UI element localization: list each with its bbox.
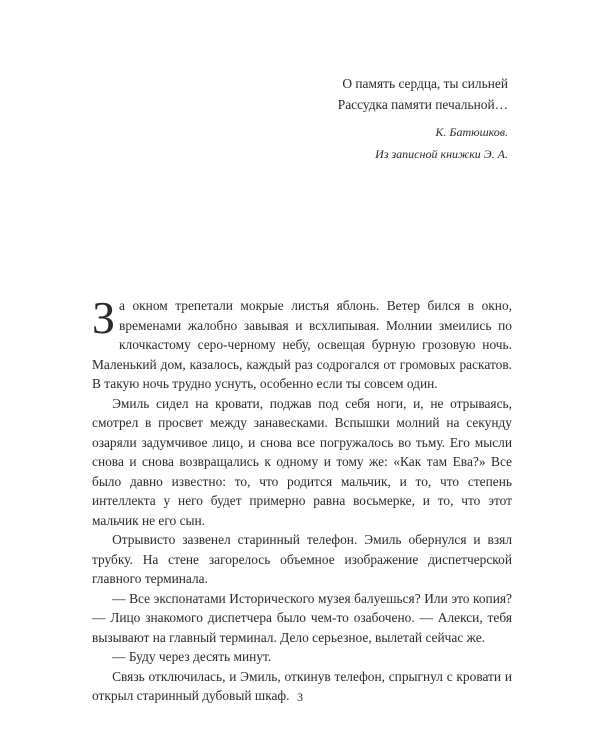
epigraph-line: Рассудка памяти печальной… — [337, 97, 508, 112]
paragraph: — Все экспонатами Исторического музея балуешься? Или это копия? — Лицо знакомого диспетчера было чем-то озабочено. — Алекси, тебя вызывают на главный терминал. Дело серьезное, вылетай сейчас же. — [92, 590, 512, 645]
epigraph-source: Из записной книжки Э. А. — [375, 147, 508, 161]
page-number: 3 — [297, 690, 303, 704]
main-text — [92, 292, 512, 706]
drop-cap: З — [92, 292, 116, 343]
epigraph-verse — [168, 73, 508, 115]
paragraph: Отрывисто зазвенел старинный телефон. Эмиль обернулся и взял трубку. На стене загорелось объемное изображение диспетчерской главного терминала. — [92, 532, 512, 586]
paragraph: Связь отключилась, и Эмиль, откинув телефон, спрыгнул с кровати и открыл старинный дубовый шкаф. — [92, 668, 512, 703]
epigraph-line: О память сердца, ты сильней — [342, 76, 508, 91]
paragraph: Эмиль сидел на кровати, поджав под себя ноги, и, не отрываясь, смотрел в просвет между занавесками. Вспышки молний на секунду озаряли задумчивое лицо, и снова все погружалось во тьму. Его мысли снова и снова возвращались к одному и тому же: «Как там Ева?» Все было давно известно: то, что родится мальчик, и то, что степень интеллекта у него будет примерно равна восьмерке, и то, что этот мальчик не его сын. — [92, 395, 512, 528]
epigraph — [168, 73, 508, 165]
epigraph-attribution — [168, 121, 508, 165]
paragraph — [92, 292, 512, 394]
paragraph: — Буду через десять минут. — [112, 649, 272, 664]
paragraph-text: а окном трепетали мокрые листья яблонь. Ветер бился в окно, временами жалобно завывая и всхлипывая. Молнии змеились по клочкастому серо-черному небу, освещая бурную грозовую ночь. Маленький дом, казалось, каждый раз содрогался от громовых раскатов. В такую ночь трудно уснуть, особенно если ты совсем один. — [92, 298, 512, 391]
epigraph-author: К. Батюшков. — [435, 125, 508, 139]
